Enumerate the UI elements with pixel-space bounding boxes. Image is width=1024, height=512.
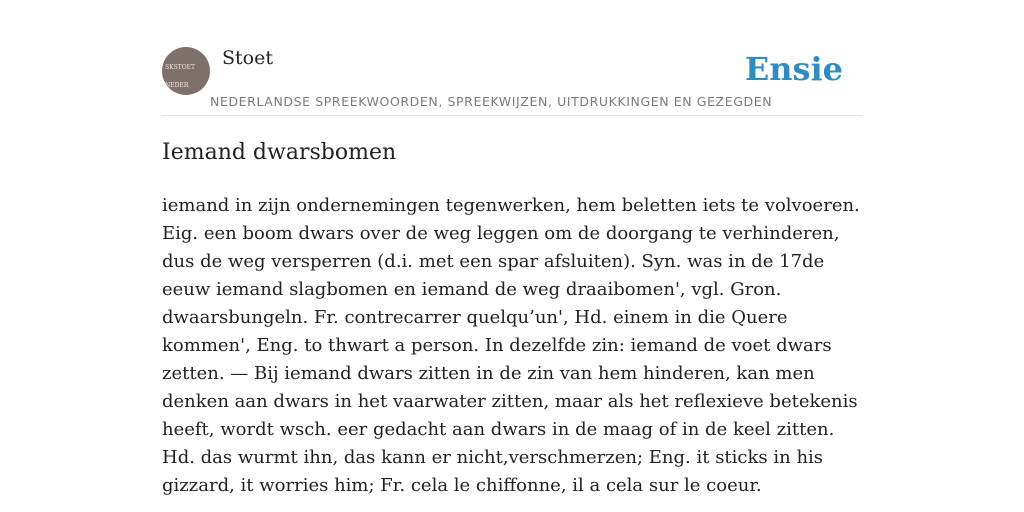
source-name[interactable]: Stoet: [222, 47, 273, 69]
avatar-line: SKSTOET: [165, 64, 196, 71]
header-divider: [162, 115, 862, 116]
ensie-logo-link[interactable]: Ensie: [744, 50, 843, 88]
entry-definition: iemand in zijn ondernemingen tegenwerken, hem beletten iets te volvoeren. Eig. een boom dwars over de weg leggen om de doorgang te verhinderen, dus de weg versperren (d.i. met een spar afsluiten). Syn. was in de 17de eeuw iemand slagbomen en iemand de weg draaibomen', vgl. Gron. dwaarsbungeln. Fr. contrecarrer quelqu’un', Hd. einem in die Quere kommen', Eng. to thwart a person. In dezelfde zin: iemand de voet dwars zetten. — Bij iemand dwars zitten in de zin van hem hinderen, kan men denken aan dwars in het vaarwater zitten, maar als het reflexieve betekenis heeft, wordt wsch. eer gedacht aan dwars in de maag of in de keel zitten. Hd. das wurmt ihn, das kann er nicht,verschmerzen; Eng. it sticks in his gizzard, it worries him; Fr. cela le chiffonne, il a cela sur le coeur.: [162, 195, 860, 496]
avatar-book-cover-text: [165, 53, 210, 95]
avatar-line: NEDER: [165, 82, 189, 89]
source-subtitle: NEDERLANDSE SPREEKWOORDEN, SPREEKWIJZEN, UITDRUKKINGEN EN GEZEGDEN: [210, 94, 773, 109]
source-avatar[interactable]: [162, 47, 210, 95]
entry-title: Iemand dwarsbomen: [162, 140, 397, 165]
